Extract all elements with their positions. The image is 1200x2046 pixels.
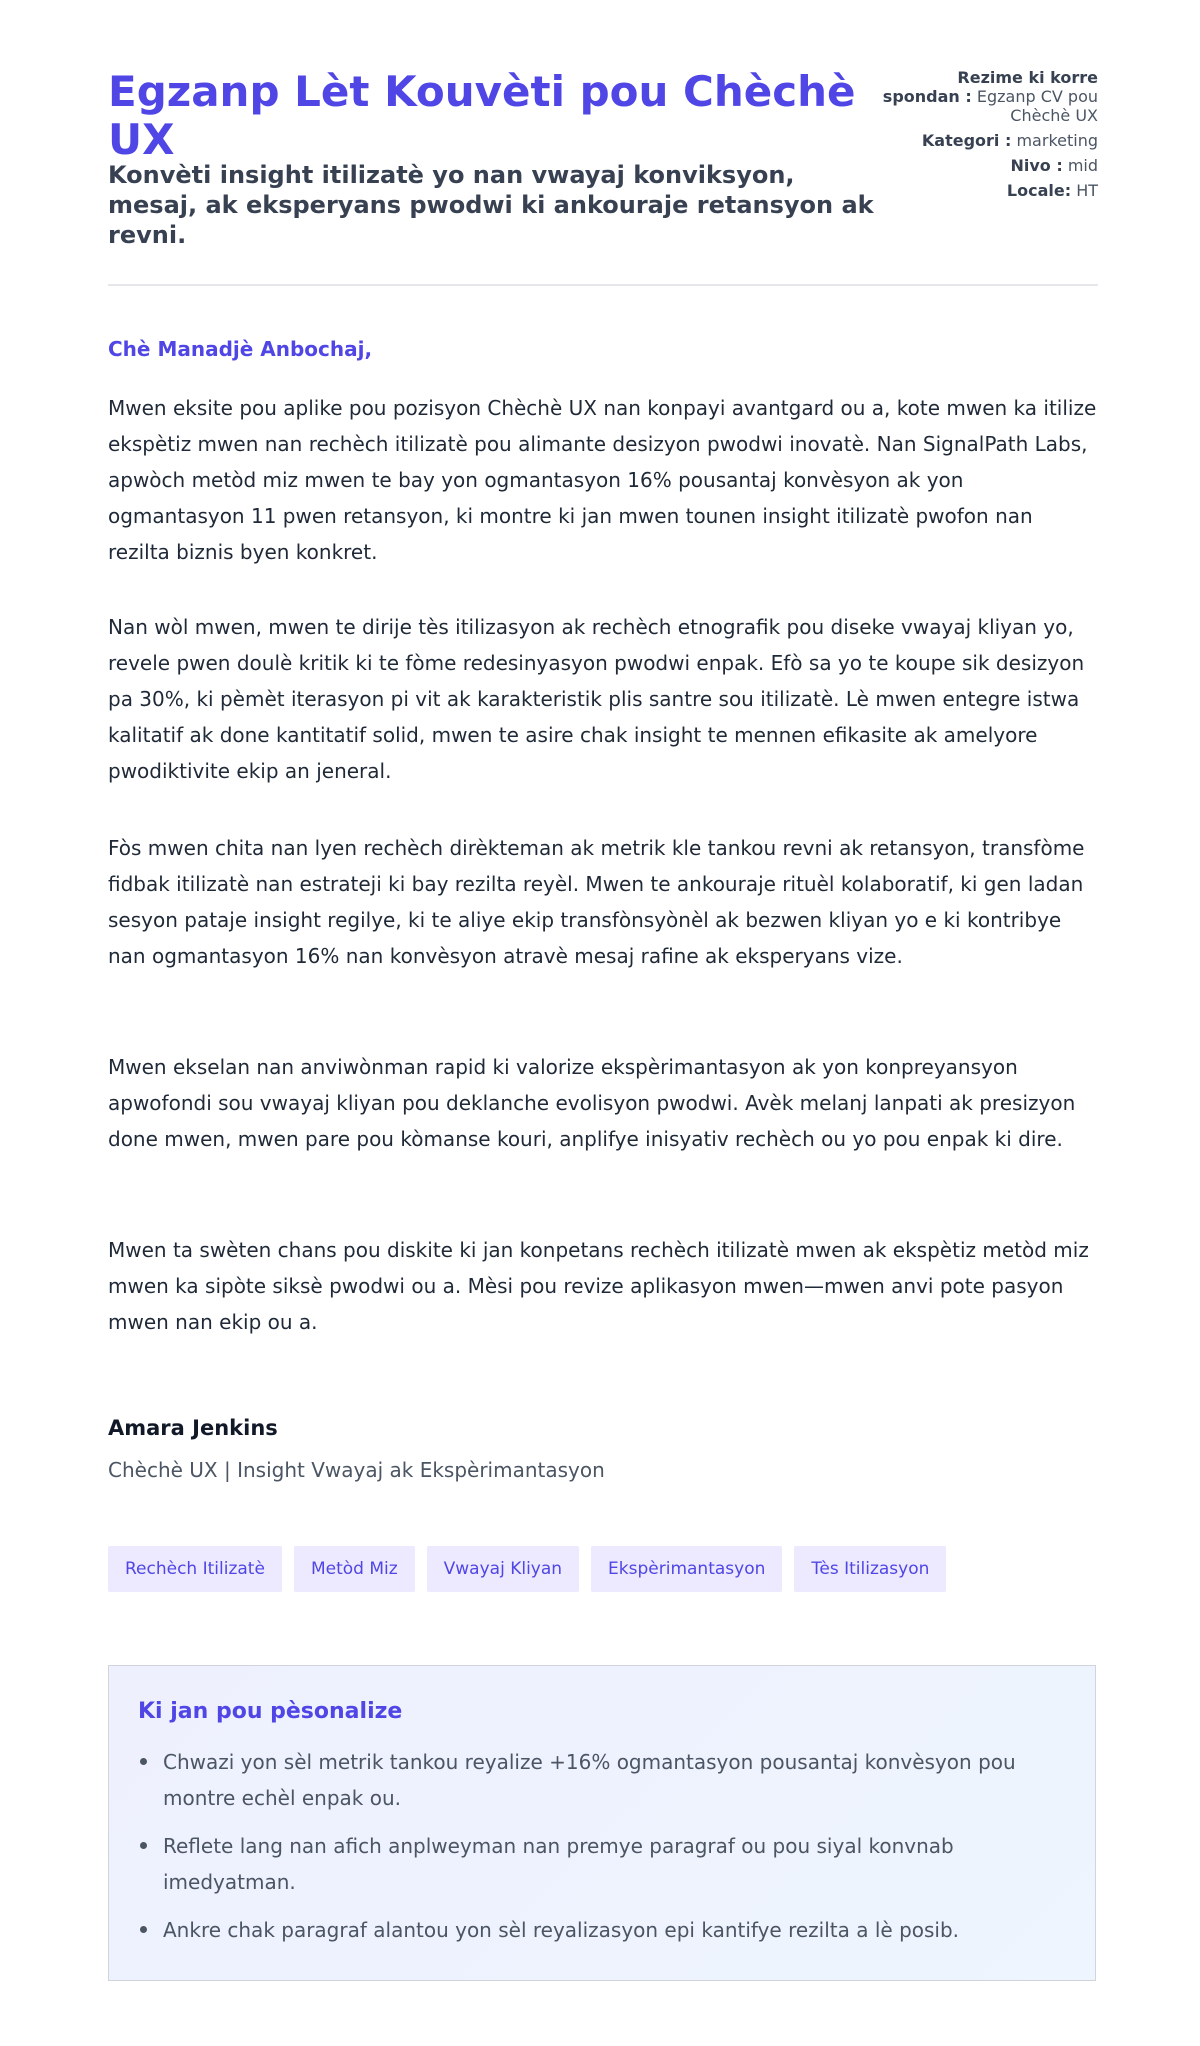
tips-title: Ki jan pou pèsonalize xyxy=(138,1699,403,1724)
tip-item xyxy=(138,1744,1058,1816)
letter-paragraph-4: Mwen ekselan nan anviwònman rapid ki valorize ekspèrimantasyon ak yon konpreyansyon apwofondi sou vwayaj kliyan pou deklanche evolisyon pwodwi. Avèk melanj lanpati ak presizyon done mwen, mwen pare pou kòmanse kouri, anplifye inisyativ rechèch ou yo pou enpak ki dire. xyxy=(108,1055,1076,1151)
letter-paragraph-1: Mwen eksite pou aplike pou pozisyon Chèchè UX nan konpayi avantgard ou a, kote mwen ka itilize ekspètiz mwen nan rechèch itilizatè pou alimante desizyon pwodwi inovatè. Nan SignalPath Labs, apwòch metòd miz mwen te bay yon ogmantasyon 16% pousantaj konvèsyon ak yon ogmantasyon 11 pwen retansyon, ki montre ki jan mwen tounen insight itilizatè pwofon nan rezilta biznis byen konkret. xyxy=(108,396,1097,564)
tip-item xyxy=(138,1828,1058,1900)
skill-tag: Rechèch Itilizatè xyxy=(108,1546,282,1592)
bullet-icon xyxy=(140,1842,147,1849)
skill-tag: Metòd Miz xyxy=(294,1546,415,1592)
signature-name: Amara Jenkins xyxy=(108,1416,278,1440)
skill-tag: Tès Itilizasyon xyxy=(794,1546,946,1592)
page-subtitle: Konvèti insight itilizatè yo nan vwayaj konviksyon, mesaj, ak eksperyans pwodwi ki ankouraje retansyon ak revni. xyxy=(108,161,874,249)
meta-level xyxy=(838,156,1098,175)
meta-locale-label: Locale: xyxy=(1006,181,1072,200)
tips-list xyxy=(138,1744,1058,1960)
tip-item xyxy=(138,1912,1058,1948)
letter-paragraph-2: Nan wòl mwen, mwen te dirije tès itilizasyon ak rechèch etnografik pou diseke vwayaj kliyan yo, revele pwen doulè kritik ki te fòme redesinyasyon pwodwi enpak. Efò sa yo te koupe sik desizyon pa 30%, ki pèmèt iterasyon pi vit ak karakteristik plis santre sou itilizatè. Lè mwen entegre istwa kalitatif ak done kantitatif solid, mwen te asire chak insight te mennen efikasite ak amelyore pwodiktivite ekip an jeneral. xyxy=(108,615,1085,783)
letter-paragraph-3: Fòs mwen chita nan lyen rechèch dirèkteman ak metrik kle tankou revni ak retansyon, transfòme fidbak itilizatè nan estrateji ki bay rezilta reyèl. Mwen te ankouraje rituèl kolaboratif, ki gen ladan sesyon pataje insight regilye, ki te aliye ekip transfònsyònèl ak bezwen kliyan yo e ki kontribye nan ogmantasyon 16% nan konvèsyon atravè mesaj rafine ak eksperyans vize. xyxy=(108,836,1085,968)
meta-locale-value: HT xyxy=(1076,181,1098,200)
customization-tips-box xyxy=(108,1665,1096,1981)
page-header xyxy=(108,64,1098,284)
skill-tags xyxy=(108,1546,946,1592)
meta-level-value: mid xyxy=(1067,156,1098,175)
meta-level-label: Nivo : xyxy=(1010,156,1063,175)
meta-panel xyxy=(838,68,1098,206)
signature-role: Chèchè UX | Insight Vwayaj ak Ekspèrimantasyon xyxy=(108,1458,605,1482)
letter-paragraph-5: Mwen ta swèten chans pou diskite ki jan konpetans rechèch itilizatè mwen ak ekspètiz metòd miz mwen ka sipòte siksè pwodwi ou a. Mèsi pou revize aplikasyon mwen—mwen anvi pote pasyon mwen nan ekip ou a. xyxy=(108,1238,1089,1334)
meta-locale xyxy=(838,181,1098,200)
tip-text: Chwazi yon sèl metrik tankou reyalize +16% ogmantasyon pousantaj konvèsyon pou montre echèl enpak ou. xyxy=(163,1750,1016,1810)
page-title: Egzanp Lèt Kouvèti pou Chèchè UX xyxy=(108,67,856,164)
letter-salutation: Chè Manadjè Anbochaj, xyxy=(108,337,373,361)
meta-category-value: marketing xyxy=(1016,131,1098,150)
meta-summary-label-line1: Rezime ki korre xyxy=(957,68,1098,87)
tip-text: Ankre chak paragraf alantou yon sèl reyalizasyon epi kantifye rezilta a lè posib. xyxy=(163,1918,960,1942)
bullet-icon xyxy=(140,1758,147,1765)
meta-summary-label-line2: spondan : xyxy=(882,87,972,106)
bullet-icon xyxy=(140,1926,147,1933)
meta-summary xyxy=(838,68,1098,125)
skill-tag: Ekspèrimantasyon xyxy=(591,1546,782,1592)
meta-category-label: Kategori : xyxy=(921,131,1012,150)
meta-summary-value: Egzanp CV pou Chèchè UX xyxy=(976,87,1098,125)
header-divider xyxy=(108,284,1098,286)
meta-category xyxy=(838,131,1098,150)
tip-text: Reflete lang nan afich anplweyman nan premye paragraf ou pou siyal konvnab imedyatman. xyxy=(163,1834,954,1894)
skill-tag: Vwayaj Kliyan xyxy=(427,1546,579,1592)
